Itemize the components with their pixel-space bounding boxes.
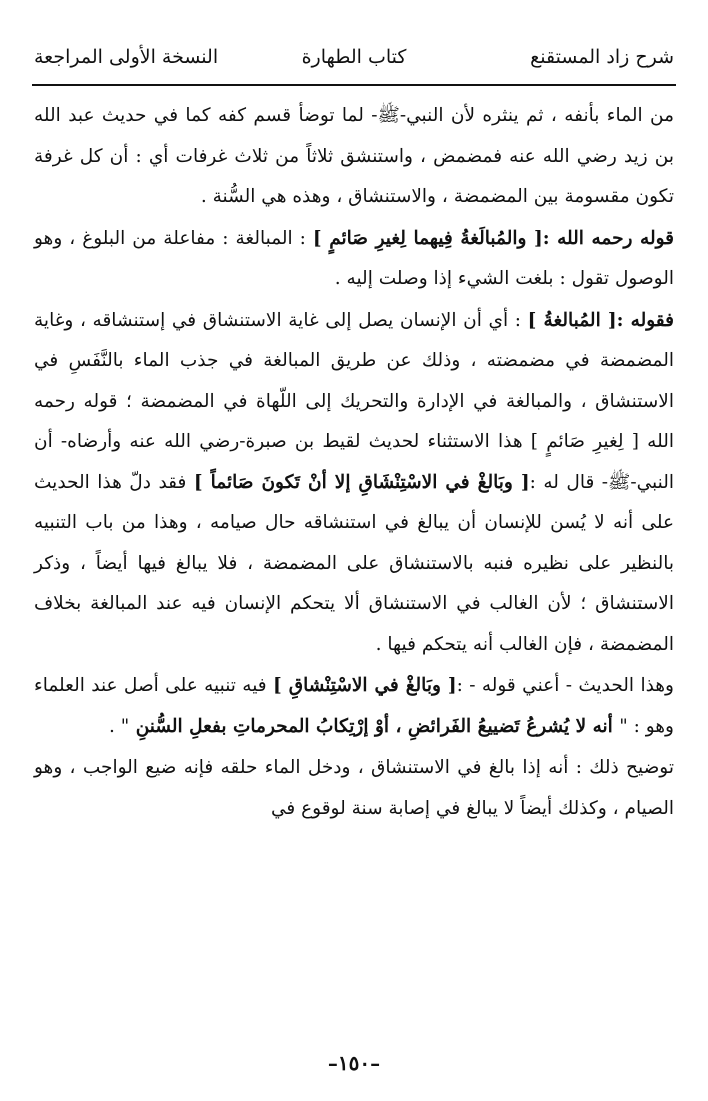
page-header: [34, 40, 674, 80]
paragraph: [34, 301, 674, 666]
text-segment: : أي أن الإنسان يصل إلى غاية الاستنشاق في إستنشاقه ، وغاية المضمضة في مضمضته ، وذلك عن طريق المبالغة في جذب الماء بالنَّفَسِ في الاستنشاق ، والمبالغة في الإدارة والتحريك إلى اللّهاة في المضمضة ؛ قوله رحمه الله [ لِغيرِ صَائمٍ ] هذا الاستثناء لحديث لقيط بن صبرة-رضي الله عنه وأرضاه- أن النبي-ﷺ- قال له :: [34, 309, 674, 493]
paragraph: [34, 96, 674, 218]
header-rule: [32, 84, 676, 86]
text-segment: : المبالغة : مفاعلة من البلوغ ، وهو الوصول تقول : بلغت الشيء إذا وصلت إليه .: [34, 227, 674, 289]
page-number: –١٥٠–: [327, 1051, 381, 1075]
paragraph: [34, 666, 674, 747]
bold-quote: فقوله :[ المُبالغةُ ]: [527, 309, 674, 331]
chapter-title: كتاب الطهارة: [301, 46, 407, 68]
page-body: [34, 96, 674, 1021]
bold-quote: أنه لا يُشرعُ تَضييعُ الفَرائضِ ، أوْ إرْتِكابُ المحرماتِ بفعلِ السُّننِ: [129, 715, 620, 737]
text-segment: فقد دلّ هذا الحديث على أنه لا يُسن للإنسان أن يبالغ في استنشاقه حال صيامه ، وهذا من باب التنبيه بالنظير على نظيره فنبه بالاستنشاق على المضمضة ، فلا يبالغ فيها أيضاً ، وذكر الاستنشاق ؛ لأن الغالب في الاستنشاق ألا يتحكم الإنسان فيه عند المبالغة بخلاف المضمضة ، فإن الغالب أنه يتحكم فيها .: [34, 471, 674, 655]
bold-quote: [ وبَالغْ في الاسْتِنْشَاقِ إلا أنْ تَكونَ صَائماً ]: [193, 471, 530, 493]
paragraph: [34, 219, 674, 300]
edition-note: النسخة الأولى المراجعة: [34, 46, 219, 68]
text-segment: وهذا الحديث - أعني قوله - :: [456, 675, 674, 696]
text-segment: " .: [109, 715, 130, 737]
text-segment: فيه تنبيه على أصل عند العلماء وهو : ": [34, 675, 674, 737]
text-segment: من الماء بأنفه ، ثم ينثره لأن النبي-ﷺ- لما توضأ قسم كفه كما في حديث عبد الله بن زيد رضي الله عنه فمضمض ، واستنشق ثلاثاً من ثلاث غرفات أي : أن كل غرفة تكون مقسومة بين المضمضة ، والاستنشاق ، وهذه هي السُّنة .: [34, 105, 674, 207]
paragraph: [34, 748, 674, 829]
text-segment: توضيح ذلك : أنه إذا بالغ في الاستنشاق ، ودخل الماء حلقه فإنه ضيع الواجب ، وهو الصيام ، وكذلك أيضاً لا يبالغ في إصابة سنة لوقوع في: [34, 757, 674, 819]
book-title: شرح زاد المستقنع: [530, 46, 674, 68]
bold-quote: [ وبَالغْ في الاسْتِنْشاقِ ]: [273, 675, 457, 696]
bold-quote: قوله رحمه الله :[ والمُبالَغةُ فِيهما لِغيرِ صَائمٍ ]: [312, 227, 674, 249]
